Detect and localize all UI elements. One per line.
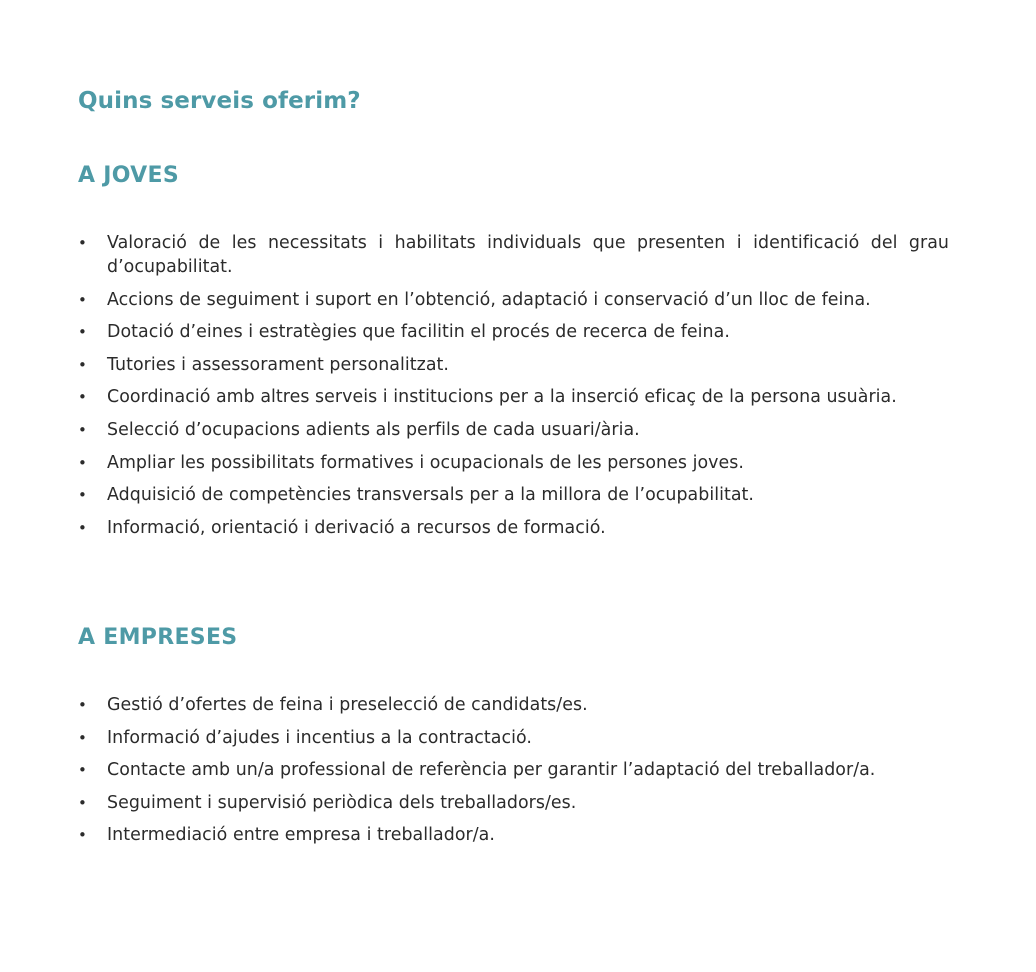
list-item-text: Selecció d’ocupacions adients als perfils de cada usuari/ària. bbox=[107, 419, 640, 440]
list-item-text: Adquisició de competències transversals per a la millora de l’ocupabilitat. bbox=[107, 485, 755, 506]
list-item bbox=[78, 483, 949, 507]
list-item-text: Informació d’ajudes i incentius a la contractació. bbox=[107, 727, 532, 748]
section-heading-joves: A JOVES bbox=[78, 163, 179, 188]
empreses-services-list bbox=[78, 693, 949, 856]
list-item-text: Gestió d’ofertes de feina i preselecció de candidats/es. bbox=[107, 695, 588, 715]
list-item bbox=[78, 516, 949, 540]
list-item bbox=[78, 418, 949, 442]
list-item-text: Ampliar les possibilitats formatives i ocupacionals de les persones joves. bbox=[107, 452, 744, 473]
list-item-text: Informació, orientació i derivació a recursos de formació. bbox=[107, 517, 606, 538]
list-item-text: Coordinació amb altres serveis i institucions per a la inserció eficaç de la persona usuària. bbox=[107, 387, 897, 408]
bullet-icon: • bbox=[78, 486, 87, 505]
list-item-text: Seguiment i supervisió periòdica dels treballadors/es. bbox=[107, 792, 577, 813]
list-item-text: Tutories i assessorament personalitzat. bbox=[107, 354, 449, 375]
bullet-icon: • bbox=[78, 793, 87, 812]
bullet-icon: • bbox=[78, 388, 87, 407]
bullet-icon: • bbox=[78, 761, 87, 780]
list-item bbox=[78, 726, 949, 750]
bullet-icon: • bbox=[78, 355, 87, 374]
list-item-text: Dotació d’eines i estratègies que facilitin el procés de recerca de feina. bbox=[107, 322, 730, 343]
bullet-icon: • bbox=[78, 323, 87, 342]
list-item bbox=[78, 451, 949, 475]
list-item-text: Accions de seguiment i suport en l’obtenció, adaptació i conservació d’un lloc de feina. bbox=[107, 289, 871, 310]
list-item-text: Intermediació entre empresa i treballador/a. bbox=[107, 825, 495, 846]
list-item bbox=[78, 791, 949, 815]
list-item bbox=[78, 385, 949, 409]
bullet-icon: • bbox=[78, 826, 87, 845]
bullet-icon: • bbox=[78, 453, 87, 472]
bullet-icon: • bbox=[78, 728, 87, 747]
bullet-icon: • bbox=[78, 420, 87, 439]
list-item-text: Valoració de les necessitats i habilitats individuals que presenten i identificació del grau d’ocupabilitat. bbox=[107, 233, 949, 277]
list-item-text: Contacte amb un/a professional de referència per garantir l’adaptació del treballador/a. bbox=[107, 760, 876, 781]
bullet-icon: • bbox=[78, 290, 87, 309]
list-item bbox=[78, 758, 949, 782]
list-item bbox=[78, 231, 949, 279]
bullet-icon: • bbox=[78, 234, 87, 252]
section-heading-empreses: A EMPRESES bbox=[78, 625, 238, 650]
list-item bbox=[78, 823, 949, 847]
list-item bbox=[78, 288, 949, 312]
joves-services-list bbox=[78, 231, 949, 548]
list-item bbox=[78, 320, 949, 344]
bullet-icon: • bbox=[78, 696, 87, 714]
list-item bbox=[78, 693, 949, 717]
page-title: Quins serveis oferim? bbox=[78, 88, 361, 114]
list-item bbox=[78, 353, 949, 377]
bullet-icon: • bbox=[78, 518, 87, 537]
